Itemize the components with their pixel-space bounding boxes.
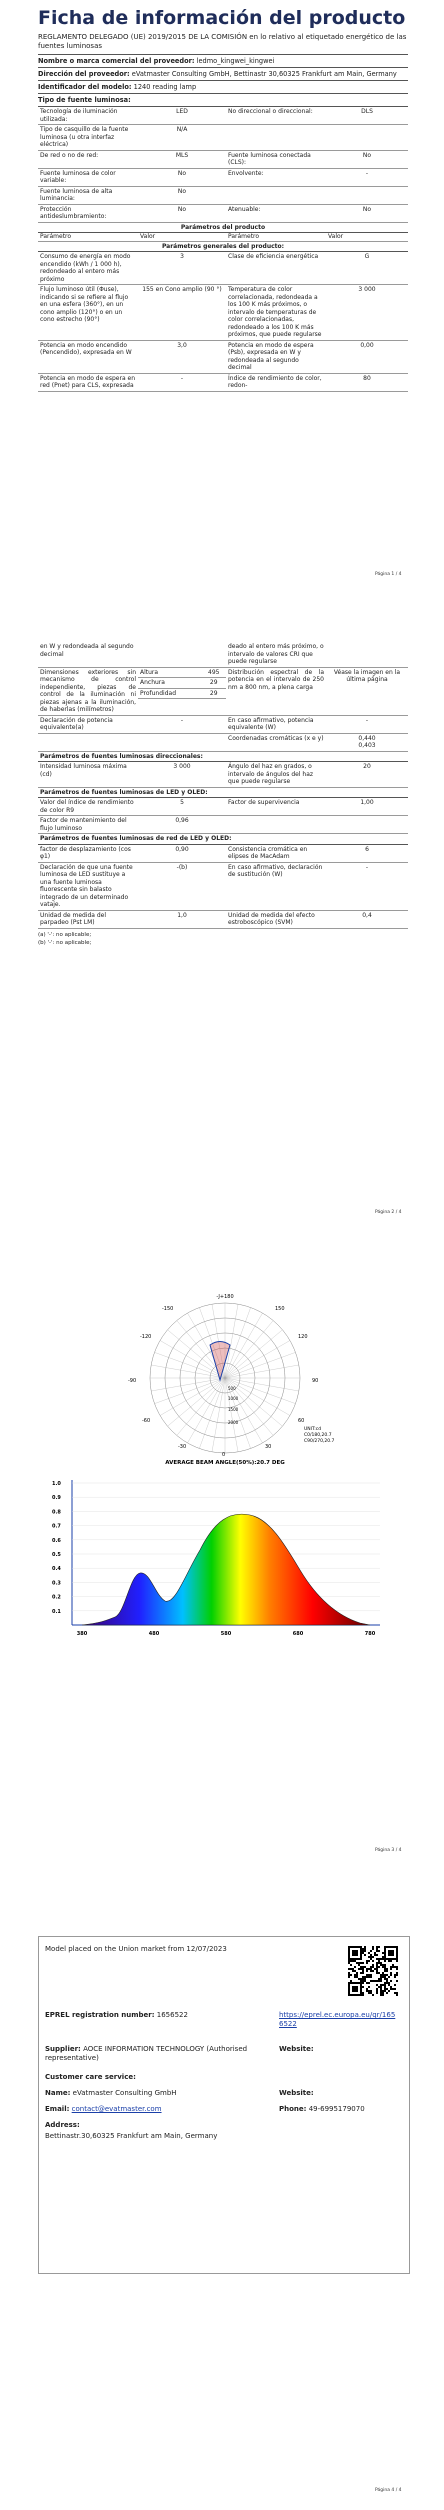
page-1 — [38, 8, 408, 392]
equiv-label: Declaración de potencia equivalente(a) — [38, 715, 138, 733]
equiv-value: - — [138, 715, 226, 733]
page-number-2: Página 2 / 4 — [375, 1210, 402, 1215]
dims-label: Dimensiones exteriores sin mecanismo de control independiente, piezas de control de la iluminación ni piezas ajenas a la iluminación, de haberlas (milímetros) — [40, 668, 136, 713]
spectrum-x-tick: 480 — [148, 1631, 160, 1637]
ring-2000: 2000 — [228, 1420, 239, 1425]
type-cell: No — [326, 150, 408, 168]
mains-cell: - — [326, 862, 408, 910]
chroma-label: Coordenadas cromáticas (x e y) — [226, 733, 326, 751]
type-cell: - — [326, 168, 408, 186]
general-cell: 3 — [138, 252, 226, 285]
polar-unit: UNIT:cd — [304, 1427, 322, 1432]
spectrum-x-tick: 380 — [76, 1631, 88, 1637]
mains-cell: Unidad de medida del efecto estroboscópico (SVM) — [226, 910, 326, 928]
qr-code — [345, 1943, 401, 1999]
page-number-1: Página 1 / 4 — [375, 572, 402, 577]
params-table — [38, 223, 408, 392]
spectrum-x-tick: 780 — [364, 1631, 376, 1637]
mains-cell: 0,4 — [326, 910, 408, 928]
general-cell: 3 000 — [326, 285, 408, 341]
supplier-name-label: Nombre o marca comercial del proveedor: — [38, 57, 195, 65]
spectrum-y-tick: 0.3 — [52, 1580, 61, 1587]
mains-cell: Unidad de medida del parpadeo (Pst LM) — [38, 910, 138, 928]
polar-label-top: -J+180 — [216, 1294, 234, 1300]
dims-row — [138, 678, 226, 689]
equiv-right: En caso afirmativo, potencia equivalente (W) — [226, 715, 326, 733]
model-row — [38, 81, 408, 94]
model-label: Identificador del modelo: — [38, 83, 132, 91]
mains-cell: En caso afirmativo, declaración de sustitución (W) — [226, 862, 326, 910]
supplier-address-label: Dirección del proveedor: — [38, 70, 130, 78]
polar-c0: C0/180,20.7 — [304, 1433, 332, 1438]
type-cell: Fuente luminosa de alta luminancia: — [38, 186, 138, 204]
eprel-supplier-value: AOCE INFORMATION TECHNOLOGY (Authorised representative) — [45, 2045, 248, 2062]
dims-label-cell: Profundidad — [138, 688, 201, 699]
general-cell: Potencia en modo de espera en red (Pnet) para CLS, expresada — [38, 373, 138, 391]
eprel-address-value: Bettinastr.30,60325 Frankfurt am Main, Germany — [45, 2132, 218, 2140]
params-section-title: Parámetros del producto — [38, 223, 408, 233]
polar-label-90: 90 — [312, 1378, 319, 1384]
general-row — [38, 340, 408, 373]
dims-label-cell: Altura — [138, 668, 201, 678]
eprel-supplier-row — [45, 2045, 265, 2063]
eprel-phone-label: Phone: — [279, 2105, 307, 2113]
polar-label-m150: -150 — [162, 1306, 174, 1312]
dims-row — [138, 668, 226, 678]
eprel-name-label: Name: — [45, 2089, 71, 2097]
type-cell: De red o no de red: — [38, 150, 138, 168]
page-number-4: Página 4 / 4 — [375, 2488, 402, 2493]
type-cell: Fuente luminosa conectada (CLS): — [226, 150, 326, 168]
model-value: 1240 reading lamp — [133, 83, 197, 91]
mains-cell: 6 — [326, 844, 408, 862]
spectrum-y-tick: 0.1 — [52, 1608, 61, 1615]
type-cell: Tipo de casquillo de la fuente luminosa (u otra interfaz eléctrica) — [38, 125, 138, 151]
spectrum-x-tick: 580 — [220, 1631, 232, 1637]
mains-cell: Consistencia cromática en elipses de MacAdam — [226, 844, 326, 862]
spectrum-y-tick: 0.5 — [52, 1552, 61, 1558]
col-value-1: Valor — [138, 233, 226, 242]
eprel-reg-row — [45, 2011, 188, 2019]
eprel-phone-value: 49-6995179070 — [308, 2105, 365, 2113]
footnote-b: (b) '-': no aplicable; — [38, 939, 92, 946]
col-param-1: Parámetro — [38, 233, 138, 242]
general-cell: Temperatura de color correlacionada, redondeada a los 100 K más próximos, o intervalo de temperaturas de color correlacionadas, redondeado a los 100 K más próximos, que puede regularse — [226, 285, 326, 341]
spectrum-y-tick: 1.0 — [52, 1481, 61, 1487]
supplier-name-row — [38, 55, 408, 68]
spectrum-chart — [50, 1475, 390, 1640]
regulation-text: REGLAMENTO DELEGADO (UE) 2019/2015 DE LA COMISIÓN en lo relativo al etiquetado energético de las fuentes luminosas — [38, 33, 408, 55]
general-cell: Flujo luminoso útil (Φuse), indicando si se refiere al flujo en una esfera (360°), en un cono amplio (120°) o en un cono estrecho (90°) — [38, 285, 138, 341]
general-row — [38, 373, 408, 391]
supplier-name-value: ledmo_kingwei_kingwei — [196, 57, 275, 65]
general-row — [38, 285, 408, 341]
type-cell: Envolvente: — [226, 168, 326, 186]
spectral-label: Distribución espectral de la potencia en el intervalo de 250 nm a 800 nm, a plena carga — [226, 667, 326, 715]
general-cell: Índice de rendimiento de color, redon- — [226, 373, 326, 391]
general-cell: Potencia en modo de espera (Psb), expresada en W y redondeada al segundo decimal — [226, 340, 326, 373]
spectrum-y-tick: 0.6 — [52, 1537, 61, 1544]
led-section: Parámetros de fuentes luminosas de LED y OLED: — [38, 787, 408, 798]
general-cell: Potencia en modo encendido (Pencendido), expresada en W — [38, 340, 138, 373]
led-row — [38, 816, 408, 834]
eprel-name-value: eVatmaster Consulting GmbH — [72, 2089, 177, 2097]
type-cell: Protección antideslumbramiento: — [38, 204, 138, 222]
led-cell: Factor de supervivencia — [226, 798, 326, 816]
eprel-email-row — [45, 2105, 162, 2113]
type-cell: No direccional o direccional: — [226, 107, 326, 125]
page-number-3: Página 3 / 4 — [375, 1848, 402, 1853]
dir-label-1: Intensidad luminosa máxima (cd) — [38, 762, 138, 788]
page-title: Ficha de información del producto — [38, 7, 406, 29]
general-cell: Consumo de energía en modo encendido (kWh / 1 000 h), redondeado al entero más próximo — [38, 252, 138, 285]
spectrum-y-tick: 0.9 — [52, 1495, 61, 1502]
dims-value-cell: 29 — [201, 688, 226, 699]
eprel-link[interactable]: https://eprel.ec.europa.eu/qr/1656522 — [279, 2011, 396, 2028]
page2-table — [38, 642, 408, 929]
type-row — [38, 125, 408, 151]
supplier-address-row — [38, 68, 408, 81]
type-row — [38, 150, 408, 168]
eprel-care-label: Customer care service: — [45, 2073, 136, 2081]
eprel-email-label: Email: — [45, 2105, 70, 2113]
type-cell: Fuente luminosa de color variable: — [38, 168, 138, 186]
type-cell — [326, 186, 408, 204]
polar-label-150: 150 — [275, 1306, 285, 1312]
polar-diagram — [90, 1290, 360, 1465]
mains-row — [38, 862, 408, 910]
equiv-right-value: - — [326, 715, 408, 733]
mains-cell: 1,0 — [138, 910, 226, 928]
type-cell: No — [326, 204, 408, 222]
type-label: Tipo de fuente luminosa: — [38, 94, 408, 107]
general-cell: 3,0 — [138, 340, 226, 373]
type-cell: No — [138, 186, 226, 204]
led-cell: 5 — [138, 798, 226, 816]
dims-row — [138, 688, 226, 699]
ring-1500: 1500 — [228, 1407, 239, 1412]
polar-label-m30: -30 — [178, 1444, 187, 1450]
cont-right: deado al entero más próximo, o intervalo de valores CRI que puede regularse — [226, 642, 326, 667]
type-row — [38, 186, 408, 204]
dims-value-cell: 495 — [201, 668, 226, 678]
general-cell: G — [326, 252, 408, 285]
type-table — [38, 107, 408, 223]
beam-shape — [210, 1342, 230, 1381]
footnote-a: (a) '-': no aplicable; — [38, 931, 92, 938]
eprel-email-link[interactable]: contact@evatmaster.com — [71, 2105, 162, 2113]
ring-500: 500 — [228, 1386, 236, 1391]
dir-label-2: Ángulo del haz en grados, o intervalo de ángulos del haz que puede regularse — [226, 762, 326, 788]
col-value-2: Valor — [326, 233, 408, 242]
led-cell: Factor de mantenimiento del flujo luminoso — [38, 816, 138, 834]
dir-value-1: 3 000 — [138, 762, 226, 788]
eprel-phone-row — [279, 2105, 365, 2113]
eprel-placed: Model placed on the Union market from 12/07/2023 — [45, 1945, 227, 1953]
led-cell — [326, 816, 408, 834]
polar-label-m90: -90 — [128, 1378, 137, 1384]
mains-row — [38, 910, 408, 928]
eprel-box — [38, 1936, 410, 2274]
chroma-x: 0,440 — [358, 734, 376, 742]
general-row — [38, 252, 408, 285]
polar-label-m120: -120 — [140, 1334, 152, 1340]
spectrum-curve — [82, 1514, 370, 1625]
type-cell: No — [138, 168, 226, 186]
type-cell: DLS — [326, 107, 408, 125]
mains-row — [38, 844, 408, 862]
mains-cell: -(b) — [138, 862, 226, 910]
general-params-title: Parámetros generales del producto: — [38, 241, 408, 252]
type-cell: N/A — [138, 125, 226, 151]
cont-left: en W y redondeada al segundo decimal — [38, 642, 138, 667]
mains-cell: 0,90 — [138, 844, 226, 862]
dir-section: Parámetros de fuentes luminosas direccionales: — [38, 751, 408, 762]
polar-label-120: 120 — [298, 1334, 308, 1340]
led-row — [38, 798, 408, 816]
general-cell: 80 — [326, 373, 408, 391]
chroma-y: 0,403 — [358, 742, 376, 749]
dims-value-cell: 29 — [201, 678, 226, 689]
spectrum-y-tick: 0.7 — [52, 1523, 61, 1530]
eprel-website-label: Website: — [279, 2045, 314, 2053]
general-cell: - — [138, 373, 226, 391]
type-cell: No — [138, 204, 226, 222]
type-cell: MLS — [138, 150, 226, 168]
general-cell: 155 en Cono amplio (90 °) — [138, 285, 226, 341]
general-cell: 0,00 — [326, 340, 408, 373]
eprel-reg-label: EPREL registration number: — [45, 2011, 155, 2019]
type-cell: LED — [138, 107, 226, 125]
mains-cell: factor de desplazamiento (cos φ1) — [38, 844, 138, 862]
spectrum-y-tick: 0.2 — [52, 1594, 61, 1601]
type-cell: Tecnología de iluminación utilizada: — [38, 107, 138, 125]
spectrum-y-tick: 0.4 — [52, 1566, 61, 1573]
type-cell: Atenuable: — [226, 204, 326, 222]
general-cell: Clase de eficiencia energética — [226, 252, 326, 285]
polar-label-m60: -60 — [142, 1418, 151, 1424]
spectrum-y-tick: 0.8 — [52, 1509, 61, 1516]
eprel-name-row — [45, 2089, 177, 2097]
led-cell: 0,96 — [138, 816, 226, 834]
eprel-reg-value: 1656522 — [156, 2011, 188, 2019]
eprel-website2-label: Website: — [279, 2089, 314, 2097]
led-cell: Valor del índice de rendimiento de color R9 — [38, 798, 138, 816]
polar-c90: C90/270,20.7 — [304, 1439, 335, 1444]
polar-label-0: 0 — [222, 1452, 226, 1458]
led-cell — [226, 816, 326, 834]
type-cell — [226, 125, 326, 151]
eprel-address-label: Address: — [45, 2121, 80, 2129]
spectral-value: Véase la imagen en la última página — [326, 667, 408, 715]
polar-caption: AVERAGE BEAM ANGLE(50%):20.7 DEG — [165, 1460, 285, 1465]
type-cell — [326, 125, 408, 151]
spectrum-x-tick: 680 — [292, 1631, 304, 1637]
led-cell: 1,00 — [326, 798, 408, 816]
supplier-address-value: eVatmaster Consulting GmbH, Bettinastr 30,60325 Frankfurt am Main, Germany — [131, 70, 397, 78]
ring-1000: 1000 — [228, 1396, 239, 1401]
dir-value-2: 20 — [326, 762, 408, 788]
type-row — [38, 168, 408, 186]
polar-label-30: 30 — [265, 1444, 272, 1450]
page-2 — [38, 642, 408, 947]
polar-label-60: 60 — [298, 1418, 305, 1424]
type-cell — [226, 186, 326, 204]
mains-section: Parámetros de fuentes luminosas de red de LED y OLED: — [38, 834, 408, 845]
dims-label-cell: Anchura — [138, 678, 201, 689]
col-param-2: Parámetro — [226, 233, 326, 242]
type-row — [38, 107, 408, 125]
eprel-supplier-label: Supplier: — [45, 2045, 81, 2053]
mains-cell: Declaración de que una fuente luminosa de LED sustituye a una fuente luminosa fluorescente sin balasto integrado de un determinado vataje. — [38, 862, 138, 910]
type-row — [38, 204, 408, 222]
